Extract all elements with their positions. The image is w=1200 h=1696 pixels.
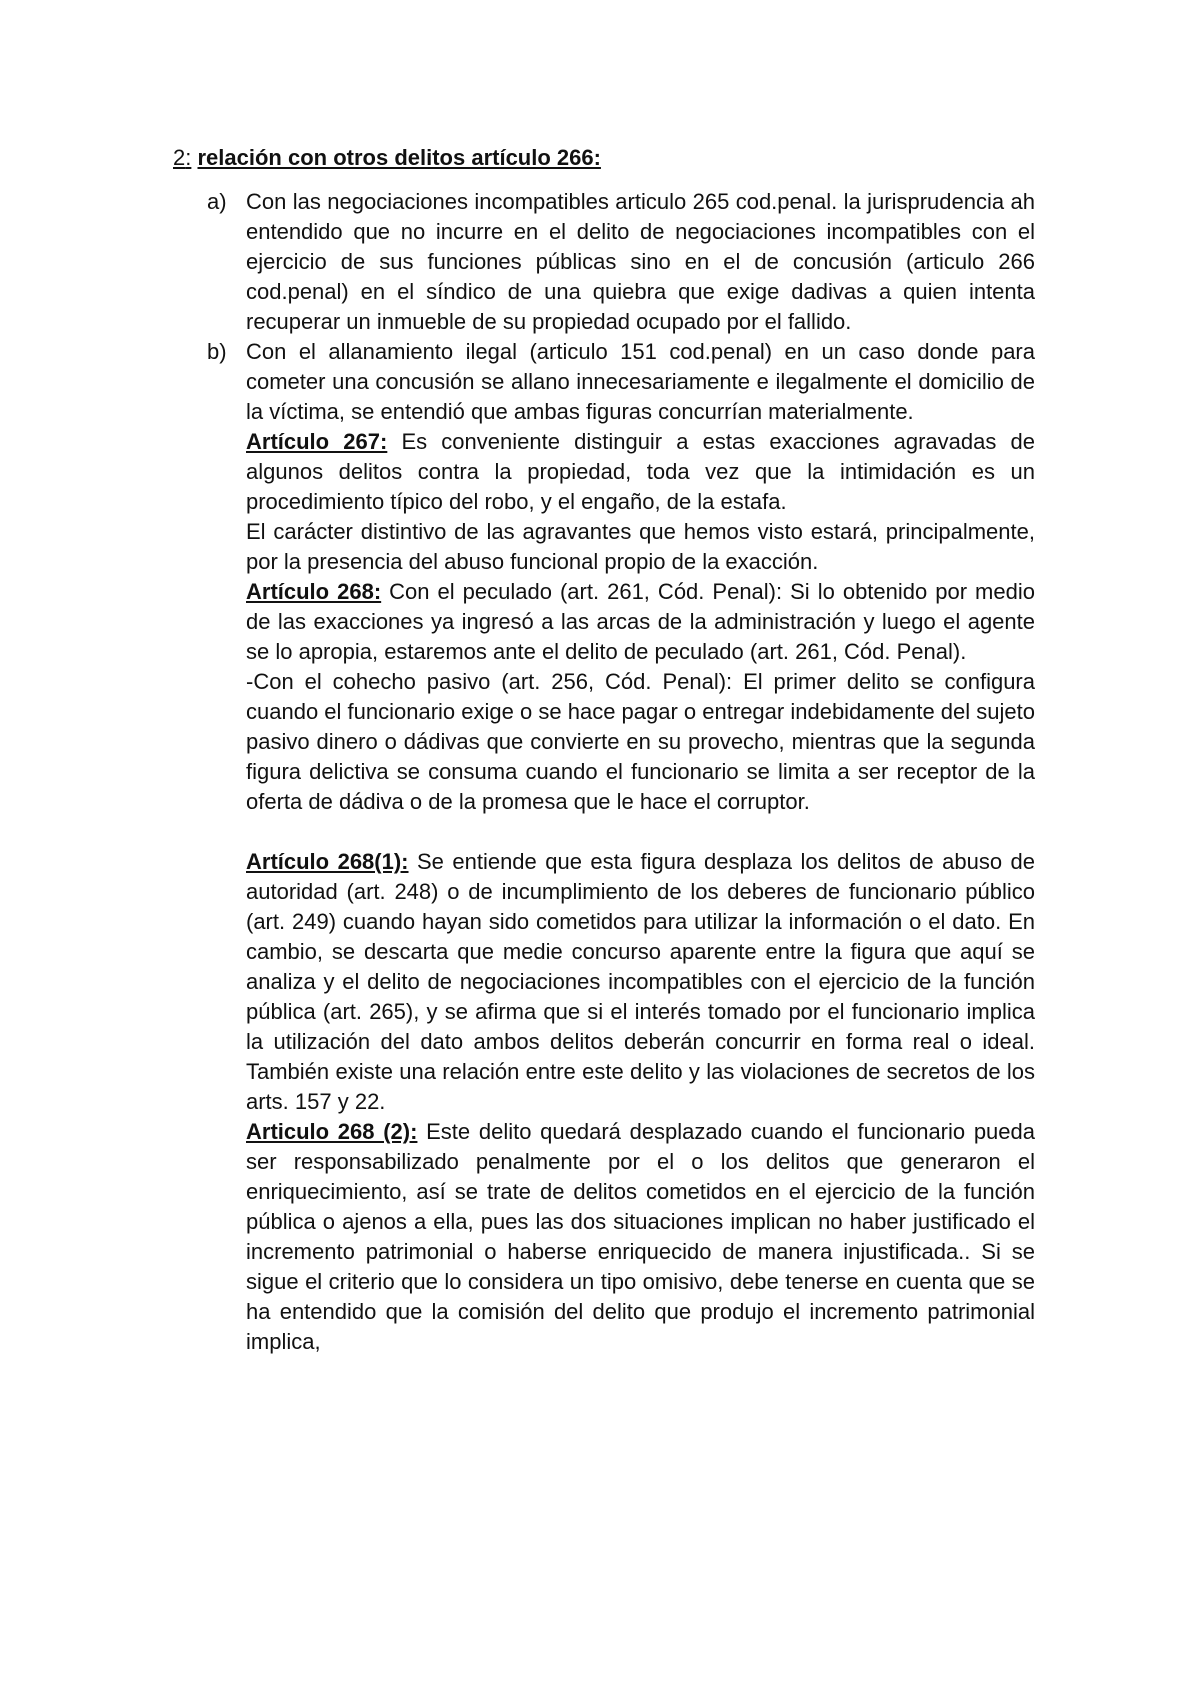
article-267-extra-paragraph: El carácter distintivo de las agravantes que hemos visto estará, principalmente, por la presencia del abuso funcional propio de la exacción. xyxy=(246,519,1035,574)
list-marker: a) xyxy=(207,189,227,214)
list-item xyxy=(173,337,1035,427)
article-268-1-text: Se entiende que esta figura desplaza los delitos de abuso de autoridad (art. 248) o de incumplimiento de los deberes de funcionario público (art. 249) cuando hayan sido cometidos para utilizar la información o el dato. En cambio, se descarta que medie concurso aparente entre la figura que aquí se analiza y el delito de negociaciones incompatibles con el ejercicio de la función pública (art. 265), y se afirma que si el interés tomado por el funcionario implica la utilización del dato ambos delitos deberán concurrir en forma real o ideal. También existe una relación entre este delito y las violaciones de secretos de los arts. 157 y 22. xyxy=(246,849,1035,1114)
paragraph-spacer xyxy=(173,817,1035,847)
section-number-colon: : xyxy=(185,145,192,170)
section-heading xyxy=(173,143,1035,173)
article-268-paragraph xyxy=(173,577,1035,667)
article-268-1-paragraph xyxy=(173,847,1035,1117)
document-body xyxy=(173,143,1035,1357)
article-268-1-label: Artículo 268(1): xyxy=(246,849,409,874)
article-267-text: Es conveniente distinguir a estas exacciones agravadas de algunos delitos contra la propiedad, toda vez que la intimidación es un procedimiento típico del robo, y el engaño, de la estafa. xyxy=(246,429,1036,514)
article-267-label: Artículo 267: xyxy=(246,429,388,454)
section-title: relación con otros delitos artículo 266: xyxy=(197,145,601,170)
list-item-text: Con las negociaciones incompatibles articulo 265 cod.penal. la jurisprudencia ah entendido que no incurre en el delito de negociaciones incompatibles con el ejercicio de sus funciones públicas sino en el de concusión (articulo 266 cod.penal) en el síndico de una quiebra que exige dadivas a quien intenta recuperar un inmueble de su propiedad ocupado por el fallido. xyxy=(246,189,1035,334)
article-268-2-text: Este delito quedará desplazado cuando el funcionario pueda ser responsabilizado penalmente por el o los delitos que generaron el enriquecimiento, así se trate de delitos cometidos en el ejercicio de la función pública o ajenos a ella, pues las dos situaciones implican no haber justificado el incremento patrimonial o haberse enriquecido de manera injustificada.. Si se sigue el criterio que lo considera un tipo omisivo, debe tenerse en cuenta que se ha entendido que la comisión del delito que produjo el incremento patrimonial implica, xyxy=(246,1119,1036,1354)
article-268-2-label: Articulo 268 (2): xyxy=(246,1119,418,1144)
article-267-paragraph xyxy=(173,427,1035,517)
article-268-2-paragraph xyxy=(173,1117,1035,1357)
list-item-text: Con el allanamiento ilegal (articulo 151 cod.penal) en un caso donde para cometer una concusión se allano innecesariamente e ilegalmente el domicilio de la víctima, se entendió que ambas figuras concurrían materialmente. xyxy=(246,339,1035,424)
list-item xyxy=(173,187,1035,337)
article-268-extra-paragraph: -Con el cohecho pasivo (art. 256, Cód. Penal): El primer delito se configura cuando el funcionario exige o se hace pagar o entregar indebidamente del sujeto pasivo dinero o dádivas que convierte en su provecho, mientras que la segunda figura delictiva se consuma cuando el funcionario se limita a ser receptor de la oferta de dádiva o de la promesa que le hace el corruptor. xyxy=(246,669,1035,814)
list-marker: b) xyxy=(207,339,227,364)
article-268-text: Con el peculado (art. 261, Cód. Penal): Si lo obtenido por medio de las exacciones ya ingresó a las arcas de la administración y luego el agente se lo apropia, estaremos ante el delito de peculado (art. 261, Cód. Penal). xyxy=(246,579,1035,664)
section-number: 2 xyxy=(173,145,186,170)
article-268-label: Artículo 268: xyxy=(246,579,382,604)
relation-list xyxy=(173,187,1035,427)
